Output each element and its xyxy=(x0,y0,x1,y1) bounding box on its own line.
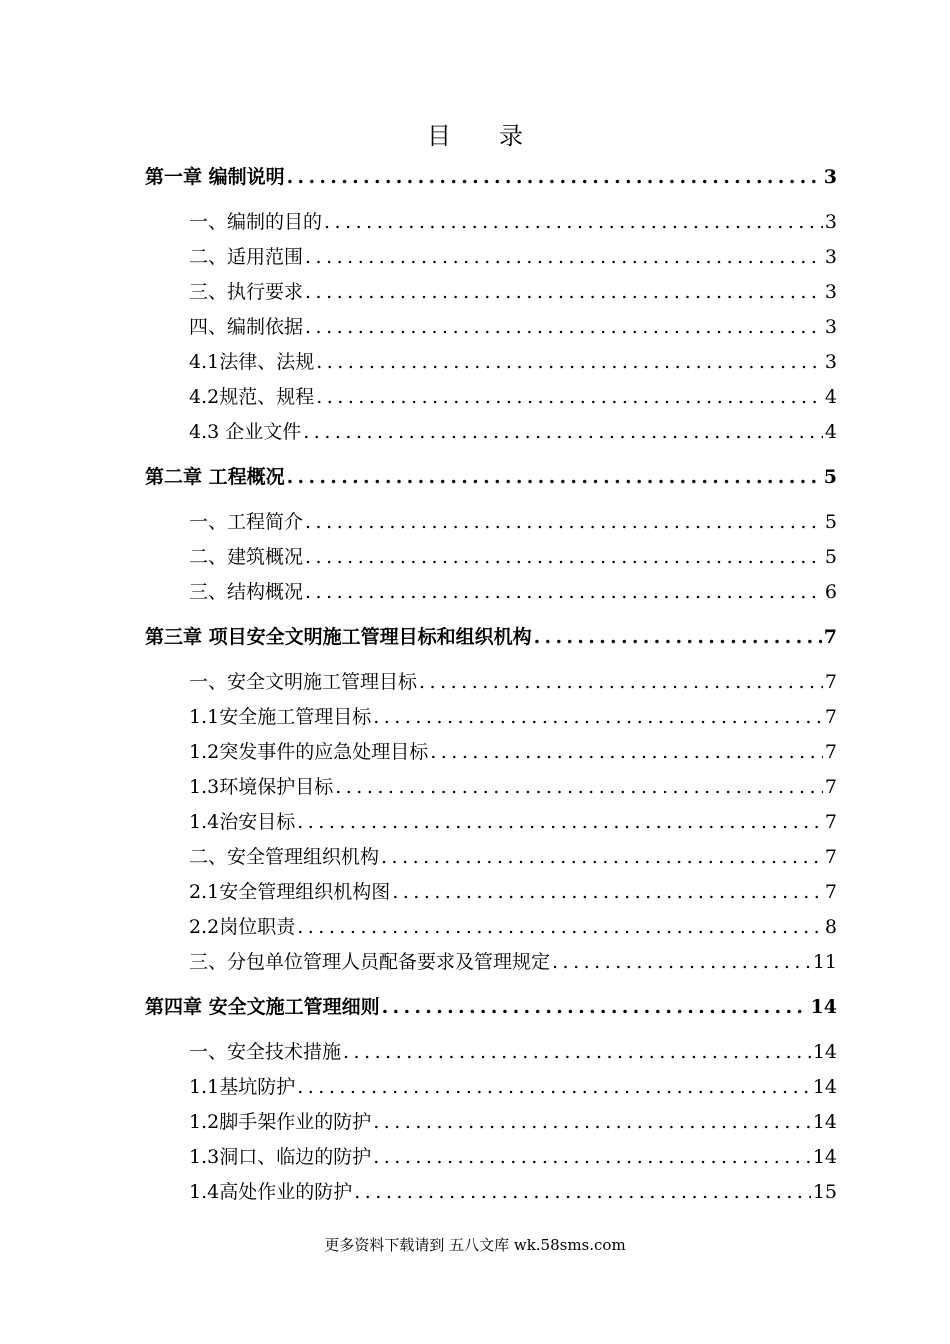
toc-section[interactable] xyxy=(189,277,837,304)
toc-entry-page: 4 xyxy=(824,421,837,443)
toc-entry-label: 1.3洞口、临边的防护 xyxy=(189,1146,372,1168)
dot-leader xyxy=(335,776,823,798)
toc-section[interactable] xyxy=(189,1177,837,1204)
toc-entry-page: 3 xyxy=(824,316,837,338)
toc-entry-label: 三、执行要求 xyxy=(189,281,304,303)
toc-entry-label: 1.2突发事件的应急处理目标 xyxy=(189,741,429,763)
toc-entry-page: 7 xyxy=(824,671,837,693)
dot-leader xyxy=(373,706,823,728)
toc-entry-label: 4.3 企业文件 xyxy=(189,421,302,443)
toc-entry-page: 7 xyxy=(824,741,837,763)
toc-entry-label: 第一章 编制说明 xyxy=(145,166,285,188)
toc-entry-page: 4 xyxy=(824,386,837,408)
toc-entry-page: 14 xyxy=(812,1111,837,1133)
toc-entry-label: 一、安全技术措施 xyxy=(189,1041,342,1063)
toc-entry-page: 5 xyxy=(824,546,837,568)
dot-leader xyxy=(305,546,823,568)
toc-entry-label: 一、工程简介 xyxy=(189,511,304,533)
toc-entry-page: 3 xyxy=(823,166,837,188)
toc-entry-label: 三、分包单位管理人员配备要求及管理规定 xyxy=(189,951,551,973)
toc-chapter-1[interactable] xyxy=(145,162,837,189)
toc-entry-label: 二、建筑概况 xyxy=(189,546,304,568)
toc-section[interactable] xyxy=(189,842,837,869)
toc-entry-label: 2.1安全管理组织机构图 xyxy=(189,881,391,903)
dot-leader xyxy=(552,951,811,973)
toc-entry-page: 14 xyxy=(812,1146,837,1168)
toc-entry-page: 3 xyxy=(824,246,837,268)
toc-section[interactable] xyxy=(189,347,837,374)
toc-entry-page: 5 xyxy=(823,466,837,488)
dot-leader xyxy=(316,351,823,373)
toc-section[interactable] xyxy=(189,577,837,604)
toc-entry-page: 5 xyxy=(824,511,837,533)
toc-entry-page: 7 xyxy=(824,776,837,798)
dot-leader xyxy=(392,881,823,903)
dot-leader xyxy=(343,1041,811,1063)
toc-entry-page: 15 xyxy=(812,1181,837,1203)
toc-entry-label: 4.2规范、规程 xyxy=(189,386,315,408)
dot-leader xyxy=(305,581,823,603)
dot-leader xyxy=(419,671,823,693)
toc-entry-label: 第二章 工程概况 xyxy=(145,466,285,488)
toc-section[interactable] xyxy=(189,417,837,444)
toc-section[interactable] xyxy=(189,242,837,269)
toc-section[interactable] xyxy=(189,667,837,694)
dot-leader xyxy=(305,246,823,268)
toc-entry-label: 1.1安全施工管理目标 xyxy=(189,706,372,728)
toc-entry-page: 7 xyxy=(824,846,837,868)
toc-entry-label: 1.1基坑防护 xyxy=(189,1076,296,1098)
dot-leader xyxy=(430,741,823,763)
toc-entry-label: 1.2脚手架作业的防护 xyxy=(189,1111,372,1133)
dot-leader xyxy=(382,996,809,1018)
dot-leader xyxy=(373,1146,811,1168)
toc-chapter-2[interactable] xyxy=(145,462,837,489)
toc-section[interactable] xyxy=(189,1107,837,1134)
toc-entry-label: 第三章 项目安全文明施工管理目标和组织机构 xyxy=(145,626,532,648)
footer-watermark-text: 更多资料下载请到 五八文库 wk.58sms.com xyxy=(324,1236,626,1254)
toc-entry-page: 3 xyxy=(824,281,837,303)
toc-entry-label: 2.2岗位职责 xyxy=(189,916,296,938)
toc-entry-page: 7 xyxy=(824,706,837,728)
toc-entry-page: 7 xyxy=(823,626,837,648)
toc-section[interactable] xyxy=(189,507,837,534)
toc-entry-label: 1.4治安目标 xyxy=(189,811,296,833)
toc-section[interactable] xyxy=(189,1037,837,1064)
toc-entry-page: 11 xyxy=(812,951,837,973)
toc-section[interactable] xyxy=(189,312,837,339)
toc-section[interactable] xyxy=(189,1142,837,1169)
toc-section[interactable] xyxy=(189,1072,837,1099)
toc-section[interactable] xyxy=(189,207,837,234)
dot-leader xyxy=(287,466,822,488)
page-title: 目 录 xyxy=(427,122,523,150)
toc-entry-label: 二、适用范围 xyxy=(189,246,304,268)
toc-chapter-4[interactable] xyxy=(145,992,837,1019)
toc-entry-page: 7 xyxy=(824,811,837,833)
dot-leader xyxy=(303,421,823,443)
toc-section[interactable] xyxy=(189,947,837,974)
dot-leader xyxy=(305,281,823,303)
toc-entry-page: 7 xyxy=(824,881,837,903)
dot-leader xyxy=(305,316,823,338)
toc-chapter-3[interactable] xyxy=(145,622,837,649)
toc-section[interactable] xyxy=(189,382,837,409)
toc-section[interactable] xyxy=(189,877,837,904)
toc-section[interactable] xyxy=(189,737,837,764)
toc-section[interactable] xyxy=(189,702,837,729)
dot-leader xyxy=(287,166,822,188)
dot-leader xyxy=(297,811,823,833)
toc-entry-page: 3 xyxy=(824,351,837,373)
toc-entry-page: 8 xyxy=(824,916,837,938)
toc-section[interactable] xyxy=(189,542,837,569)
dot-leader xyxy=(297,1076,811,1098)
toc-entry-label: 4.1法律、法规 xyxy=(189,351,315,373)
toc-entry-label: 1.4高处作业的防护 xyxy=(189,1181,353,1203)
dot-leader xyxy=(534,626,822,648)
toc-section[interactable] xyxy=(189,912,837,939)
dot-leader xyxy=(354,1181,811,1203)
toc-entry-label: 四、编制依据 xyxy=(189,316,304,338)
dot-leader xyxy=(373,1111,811,1133)
dot-leader xyxy=(297,916,823,938)
dot-leader xyxy=(324,211,823,233)
dot-leader xyxy=(381,846,823,868)
toc-entry-page: 3 xyxy=(824,211,837,233)
toc-section[interactable] xyxy=(189,807,837,834)
toc-entry-label: 第四章 安全文施工管理细则 xyxy=(145,996,380,1018)
dot-leader xyxy=(305,511,823,533)
toc-entry-page: 14 xyxy=(812,1076,837,1098)
toc-entry-label: 1.3环境保护目标 xyxy=(189,776,334,798)
toc-entry-label: 一、安全文明施工管理目标 xyxy=(189,671,418,693)
dot-leader xyxy=(316,386,823,408)
toc-entry-page: 14 xyxy=(812,1041,837,1063)
toc-entry-page: 14 xyxy=(810,996,837,1018)
toc-entry-page: 6 xyxy=(824,581,837,603)
toc-entry-label: 一、编制的目的 xyxy=(189,211,323,233)
toc-section[interactable] xyxy=(189,772,837,799)
toc-entry-label: 三、结构概况 xyxy=(189,581,304,603)
toc-entry-label: 二、安全管理组织机构 xyxy=(189,846,380,868)
